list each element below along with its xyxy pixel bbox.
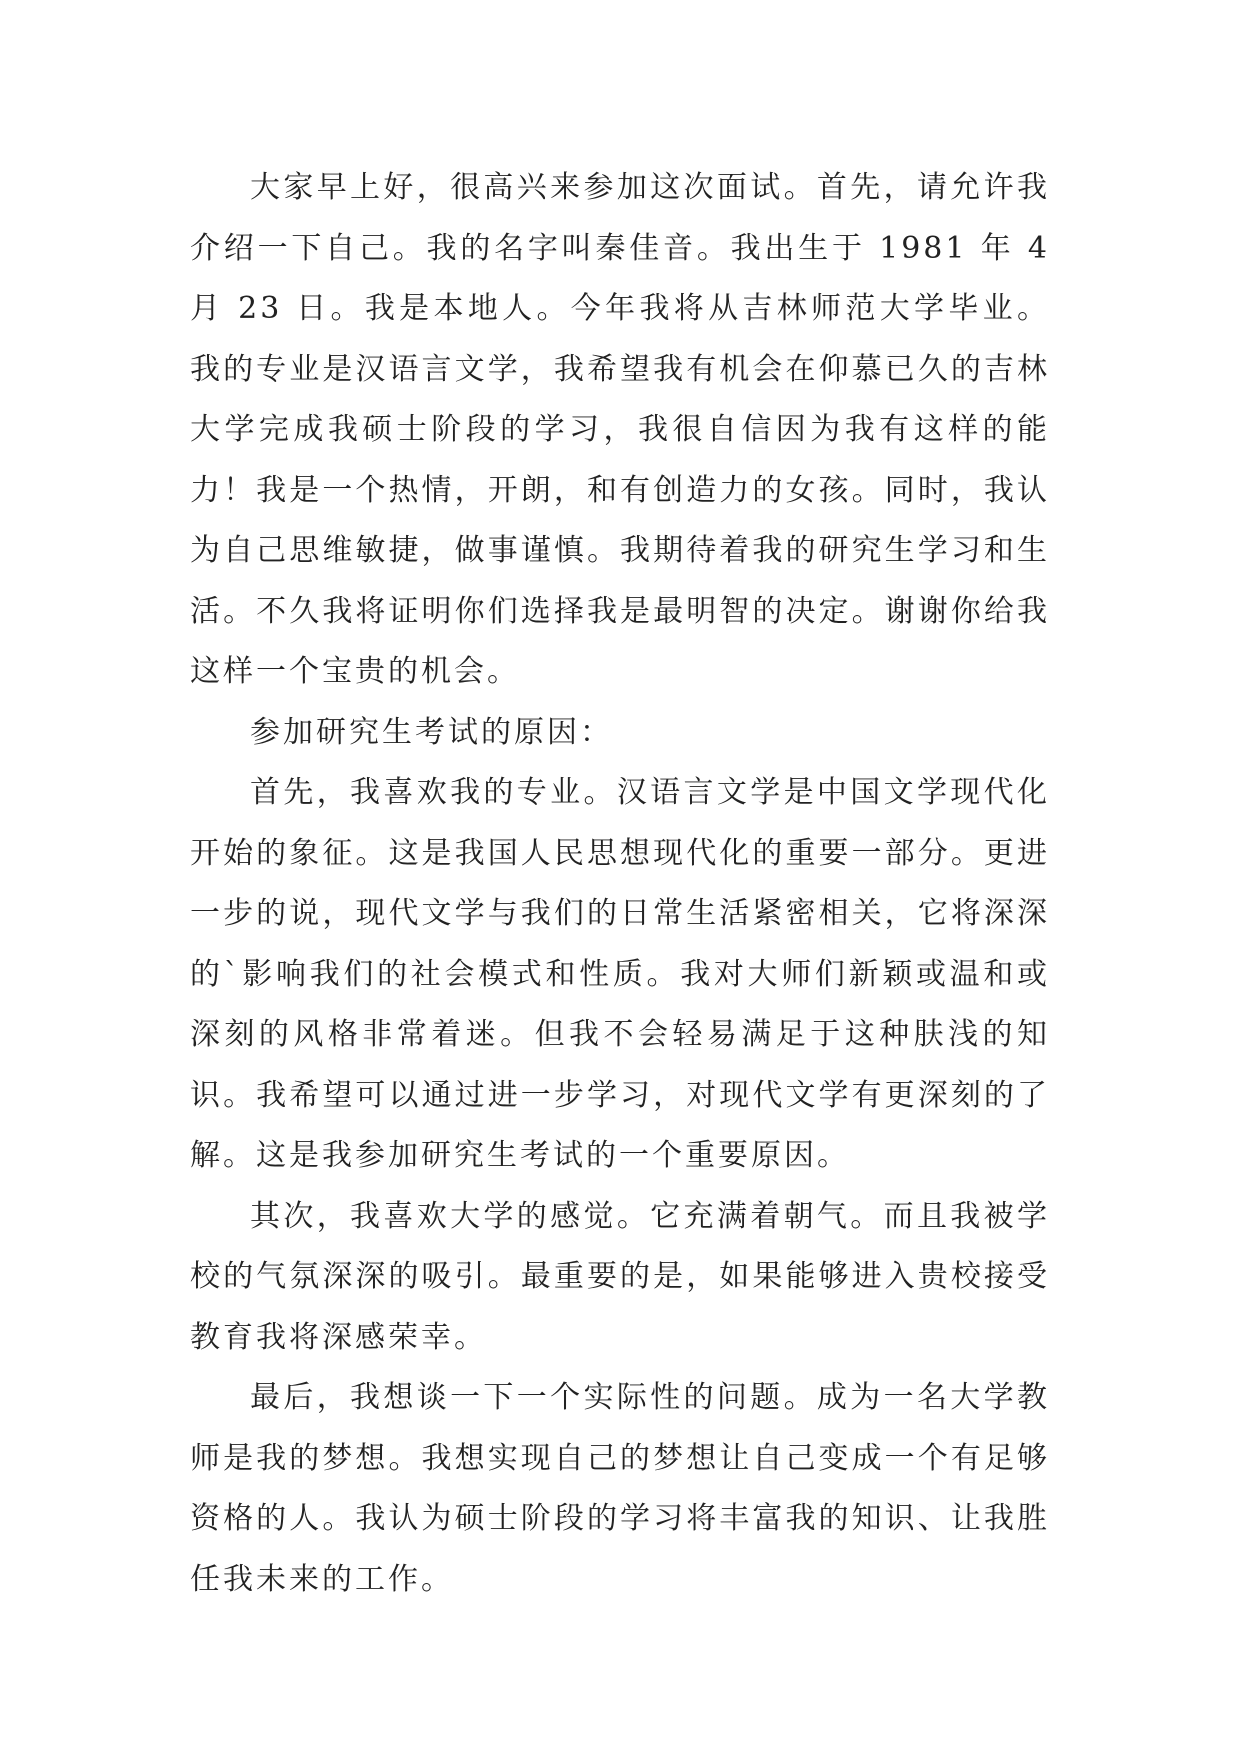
document-body [190, 158, 1050, 1610]
paragraph-second-reason: 其次，我喜欢大学的感觉。它充满着朝气。而且我被学校的气氛深深的吸引。最重要的是，如果能够进入贵校接受教育我将深感荣幸。 [190, 1198, 1050, 1355]
paragraph-final-reason: 最后，我想谈一下一个实际性的问题。成为一名大学教师是我的梦想。我想实现自己的梦想让自己变成一个有足够资格的人。我认为硕士阶段的学习将丰富我的知识、让我胜任我未来的工作。 [190, 1380, 1050, 1597]
paragraph-first-reason: 首先，我喜欢我的专业。汉语言文学是中国文学现代化开始的象征。这是我国人民思想现代化的重要一部分。更进一步的说，现代文学与我们的日常生活紧密相关，它将深深的`影响我们的社会模式和性质。我对大师们新颖或温和或深刻的风格非常着迷。但我不会轻易满足于这种肤浅的知识。我希望可以通过进一步学习，对现代文学有更深刻的了解。这是我参加研究生考试的一个重要原因。 [190, 775, 1050, 1173]
paragraph-reasons-heading: 参加研究生考试的原因： [250, 714, 613, 750]
paragraph-self-introduction: 大家早上好，很高兴来参加这次面试。首先，请允许我介绍一下自己。我的名字叫秦佳音。我出生于 1981 年 4 月 23 日。我是本地人。今年我将从吉林师范大学毕业。我的专业是汉语言文学，我希望我有机会在仰慕已久的吉林大学完成我硕士阶段的学习，我很自信因为我有这样的能力！我是一个热情，开朗，和有创造力的女孩。同时，我认为自己思维敏捷，做事谨慎。我期待着我的研究生学习和生活。不久我将证明你们选择我是最明智的决定。谢谢你给我这样一个宝贵的机会。 [190, 170, 1050, 689]
